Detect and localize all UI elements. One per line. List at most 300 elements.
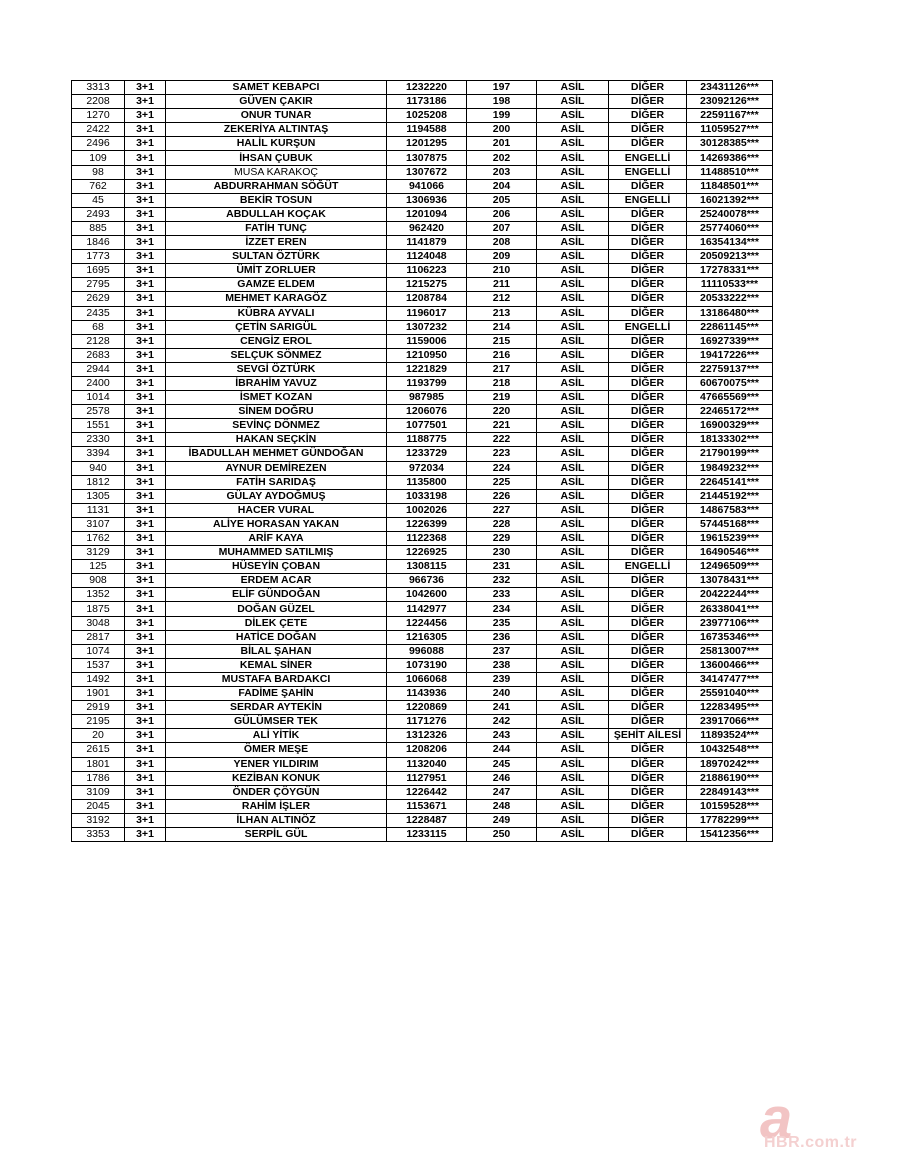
watermark-a-mark: a xyxy=(760,1086,791,1151)
cell-durum: ASİL xyxy=(537,362,609,376)
cell-ad-soyad: ÇETİN SARIGÜL xyxy=(166,320,387,334)
cell-tc-kimlik: 16490546*** xyxy=(687,546,773,560)
cell-kategori: ŞEHİT AİLESİ xyxy=(609,729,687,743)
cell-durum: ASİL xyxy=(537,771,609,785)
cell-oda-tipi: 3+1 xyxy=(125,701,166,715)
cell-kura-sira: 218 xyxy=(467,376,537,390)
cell-sira-no: 1492 xyxy=(72,672,125,686)
cell-kategori: DİĞER xyxy=(609,489,687,503)
cell-kura-sira: 223 xyxy=(467,447,537,461)
cell-ad-soyad: KEZİBAN KONUK xyxy=(166,771,387,785)
cell-durum: ASİL xyxy=(537,433,609,447)
cell-basvuru-no: 1215275 xyxy=(387,278,467,292)
cell-oda-tipi: 3+1 xyxy=(125,81,166,95)
cell-durum: ASİL xyxy=(537,306,609,320)
cell-kategori: DİĞER xyxy=(609,715,687,729)
cell-ad-soyad: ÖNDER ÇÖYGÜN xyxy=(166,785,387,799)
cell-tc-kimlik: 21790199*** xyxy=(687,447,773,461)
cell-durum: ASİL xyxy=(537,574,609,588)
cell-basvuru-no: 996088 xyxy=(387,644,467,658)
cell-durum: ASİL xyxy=(537,123,609,137)
cell-sira-no: 2496 xyxy=(72,137,125,151)
cell-kura-sira: 247 xyxy=(467,785,537,799)
cell-basvuru-no: 1307672 xyxy=(387,165,467,179)
cell-ad-soyad: HACER VURAL xyxy=(166,503,387,517)
cell-tc-kimlik: 20509213*** xyxy=(687,250,773,264)
cell-ad-soyad: SAMET KEBAPCI xyxy=(166,81,387,95)
cell-kategori: DİĞER xyxy=(609,517,687,531)
cell-kura-sira: 200 xyxy=(467,123,537,137)
cell-kategori: DİĞER xyxy=(609,701,687,715)
cell-ad-soyad: ARİF KAYA xyxy=(166,532,387,546)
cell-sira-no: 1352 xyxy=(72,588,125,602)
cell-ad-soyad: ÖMER MEŞE xyxy=(166,743,387,757)
cell-sira-no: 2493 xyxy=(72,207,125,221)
cell-ad-soyad: FADİME ŞAHİN xyxy=(166,687,387,701)
table-row xyxy=(72,503,773,517)
cell-ad-soyad: SELÇUK SÖNMEZ xyxy=(166,348,387,362)
cell-kategori: DİĞER xyxy=(609,771,687,785)
cell-durum: ASİL xyxy=(537,517,609,531)
table-row xyxy=(72,827,773,841)
cell-kura-sira: 203 xyxy=(467,165,537,179)
cell-basvuru-no: 1226925 xyxy=(387,546,467,560)
cell-sira-no: 885 xyxy=(72,221,125,235)
table-row xyxy=(72,672,773,686)
table-row xyxy=(72,630,773,644)
cell-durum: ASİL xyxy=(537,109,609,123)
cell-ad-soyad: İSMET KOZAN xyxy=(166,391,387,405)
cell-kura-sira: 209 xyxy=(467,250,537,264)
cell-ad-soyad: ALİYE HORASAN YAKAN xyxy=(166,517,387,531)
cell-durum: ASİL xyxy=(537,489,609,503)
cell-sira-no: 1014 xyxy=(72,391,125,405)
cell-kategori: DİĞER xyxy=(609,546,687,560)
cell-durum: ASİL xyxy=(537,419,609,433)
cell-basvuru-no: 1153671 xyxy=(387,799,467,813)
cell-kura-sira: 212 xyxy=(467,292,537,306)
cell-basvuru-no: 1224456 xyxy=(387,616,467,630)
cell-ad-soyad: SERPİL GÜL xyxy=(166,827,387,841)
cell-sira-no: 2400 xyxy=(72,376,125,390)
cell-tc-kimlik: 17278331*** xyxy=(687,264,773,278)
cell-sira-no: 2195 xyxy=(72,715,125,729)
cell-basvuru-no: 1188775 xyxy=(387,433,467,447)
table-row xyxy=(72,574,773,588)
cell-durum: ASİL xyxy=(537,532,609,546)
cell-ad-soyad: DİLEK ÇETE xyxy=(166,616,387,630)
cell-kura-sira: 205 xyxy=(467,193,537,207)
cell-sira-no: 2208 xyxy=(72,95,125,109)
table-row xyxy=(72,292,773,306)
cell-oda-tipi: 3+1 xyxy=(125,687,166,701)
cell-tc-kimlik: 16927339*** xyxy=(687,334,773,348)
cell-oda-tipi: 3+1 xyxy=(125,771,166,785)
cell-kura-sira: 230 xyxy=(467,546,537,560)
cell-basvuru-no: 1221829 xyxy=(387,362,467,376)
table-row xyxy=(72,616,773,630)
cell-kura-sira: 210 xyxy=(467,264,537,278)
cell-oda-tipi: 3+1 xyxy=(125,489,166,503)
cell-durum: ASİL xyxy=(537,179,609,193)
cell-oda-tipi: 3+1 xyxy=(125,616,166,630)
cell-kura-sira: 199 xyxy=(467,109,537,123)
cell-tc-kimlik: 57445168*** xyxy=(687,517,773,531)
cell-kategori: DİĞER xyxy=(609,602,687,616)
cell-sira-no: 1762 xyxy=(72,532,125,546)
cell-durum: ASİL xyxy=(537,701,609,715)
table-row xyxy=(72,419,773,433)
cell-durum: ASİL xyxy=(537,278,609,292)
table-row xyxy=(72,264,773,278)
cell-tc-kimlik: 25774060*** xyxy=(687,221,773,235)
cell-oda-tipi: 3+1 xyxy=(125,193,166,207)
cell-sira-no: 3109 xyxy=(72,785,125,799)
table-row xyxy=(72,461,773,475)
table-row xyxy=(72,362,773,376)
cell-basvuru-no: 1124048 xyxy=(387,250,467,264)
watermark-logo xyxy=(752,1086,897,1160)
cell-tc-kimlik: 12283495*** xyxy=(687,701,773,715)
cell-oda-tipi: 3+1 xyxy=(125,644,166,658)
cell-oda-tipi: 3+1 xyxy=(125,405,166,419)
cell-oda-tipi: 3+1 xyxy=(125,221,166,235)
cell-tc-kimlik: 25240078*** xyxy=(687,207,773,221)
cell-ad-soyad: DOĞAN GÜZEL xyxy=(166,602,387,616)
table-row xyxy=(72,602,773,616)
cell-basvuru-no: 1220869 xyxy=(387,701,467,715)
cell-tc-kimlik: 22591167*** xyxy=(687,109,773,123)
cell-kategori: DİĞER xyxy=(609,334,687,348)
cell-tc-kimlik: 22465172*** xyxy=(687,405,773,419)
cell-kategori: DİĞER xyxy=(609,419,687,433)
cell-oda-tipi: 3+1 xyxy=(125,785,166,799)
table-row xyxy=(72,81,773,95)
cell-kategori: DİĞER xyxy=(609,588,687,602)
cell-oda-tipi: 3+1 xyxy=(125,560,166,574)
cell-basvuru-no: 1312326 xyxy=(387,729,467,743)
cell-ad-soyad: CENGİZ EROL xyxy=(166,334,387,348)
cell-sira-no: 2944 xyxy=(72,362,125,376)
cell-ad-soyad: ERDEM ACAR xyxy=(166,574,387,588)
cell-ad-soyad: ÜMİT ZORLUER xyxy=(166,264,387,278)
cell-tc-kimlik: 22759137*** xyxy=(687,362,773,376)
cell-kura-sira: 244 xyxy=(467,743,537,757)
cell-kura-sira: 228 xyxy=(467,517,537,531)
cell-sira-no: 1551 xyxy=(72,419,125,433)
cell-kategori: DİĞER xyxy=(609,757,687,771)
cell-tc-kimlik: 13186480*** xyxy=(687,306,773,320)
cell-ad-soyad: ABDULLAH KOÇAK xyxy=(166,207,387,221)
cell-kura-sira: 238 xyxy=(467,658,537,672)
cell-ad-soyad: HAKAN SEÇKİN xyxy=(166,433,387,447)
cell-sira-no: 1801 xyxy=(72,757,125,771)
cell-sira-no: 2683 xyxy=(72,348,125,362)
cell-kura-sira: 239 xyxy=(467,672,537,686)
cell-basvuru-no: 1042600 xyxy=(387,588,467,602)
cell-ad-soyad: SEVGİ ÖZTÜRK xyxy=(166,362,387,376)
cell-durum: ASİL xyxy=(537,250,609,264)
cell-durum: ASİL xyxy=(537,757,609,771)
cell-tc-kimlik: 60670075*** xyxy=(687,376,773,390)
cell-kura-sira: 234 xyxy=(467,602,537,616)
cell-oda-tipi: 3+1 xyxy=(125,391,166,405)
cell-basvuru-no: 1307232 xyxy=(387,320,467,334)
cell-basvuru-no: 1141879 xyxy=(387,236,467,250)
cell-oda-tipi: 3+1 xyxy=(125,165,166,179)
cell-basvuru-no: 941066 xyxy=(387,179,467,193)
cell-sira-no: 3129 xyxy=(72,546,125,560)
cell-basvuru-no: 1132040 xyxy=(387,757,467,771)
watermark-text: HBR.com.tr xyxy=(764,1134,858,1151)
cell-durum: ASİL xyxy=(537,320,609,334)
cell-basvuru-no: 1127951 xyxy=(387,771,467,785)
cell-oda-tipi: 3+1 xyxy=(125,236,166,250)
results-table-body xyxy=(72,81,773,842)
table-row xyxy=(72,348,773,362)
results-table xyxy=(71,80,773,842)
cell-sira-no: 2435 xyxy=(72,306,125,320)
cell-basvuru-no: 1142977 xyxy=(387,602,467,616)
cell-ad-soyad: ZEKERİYA ALTINTAŞ xyxy=(166,123,387,137)
cell-tc-kimlik: 20533222*** xyxy=(687,292,773,306)
cell-basvuru-no: 962420 xyxy=(387,221,467,235)
cell-durum: ASİL xyxy=(537,236,609,250)
cell-durum: ASİL xyxy=(537,207,609,221)
cell-tc-kimlik: 10432548*** xyxy=(687,743,773,757)
cell-tc-kimlik: 22861145*** xyxy=(687,320,773,334)
cell-kategori: DİĞER xyxy=(609,461,687,475)
cell-kategori: DİĞER xyxy=(609,672,687,686)
cell-kategori: DİĞER xyxy=(609,362,687,376)
cell-basvuru-no: 1226442 xyxy=(387,785,467,799)
cell-ad-soyad: MEHMET KARAGÖZ xyxy=(166,292,387,306)
cell-ad-soyad: SULTAN ÖZTÜRK xyxy=(166,250,387,264)
cell-sira-no: 68 xyxy=(72,320,125,334)
cell-oda-tipi: 3+1 xyxy=(125,278,166,292)
cell-kategori: DİĞER xyxy=(609,785,687,799)
cell-sira-no: 2422 xyxy=(72,123,125,137)
cell-kategori: ENGELLİ xyxy=(609,165,687,179)
cell-basvuru-no: 1173186 xyxy=(387,95,467,109)
cell-sira-no: 1812 xyxy=(72,475,125,489)
table-row xyxy=(72,813,773,827)
cell-tc-kimlik: 16021392*** xyxy=(687,193,773,207)
cell-tc-kimlik: 14867583*** xyxy=(687,503,773,517)
cell-tc-kimlik: 19615239*** xyxy=(687,532,773,546)
cell-tc-kimlik: 23431126*** xyxy=(687,81,773,95)
cell-durum: ASİL xyxy=(537,221,609,235)
cell-kura-sira: 225 xyxy=(467,475,537,489)
cell-kategori: DİĞER xyxy=(609,95,687,109)
cell-basvuru-no: 1193799 xyxy=(387,376,467,390)
cell-kura-sira: 197 xyxy=(467,81,537,95)
cell-kura-sira: 222 xyxy=(467,433,537,447)
cell-tc-kimlik: 30128385*** xyxy=(687,137,773,151)
cell-kategori: DİĞER xyxy=(609,123,687,137)
cell-durum: ASİL xyxy=(537,687,609,701)
cell-tc-kimlik: 11848501*** xyxy=(687,179,773,193)
cell-oda-tipi: 3+1 xyxy=(125,334,166,348)
cell-kategori: DİĞER xyxy=(609,658,687,672)
cell-basvuru-no: 1171276 xyxy=(387,715,467,729)
cell-oda-tipi: 3+1 xyxy=(125,475,166,489)
cell-kategori: DİĞER xyxy=(609,278,687,292)
cell-durum: ASİL xyxy=(537,475,609,489)
cell-sira-no: 1270 xyxy=(72,109,125,123)
cell-sira-no: 2128 xyxy=(72,334,125,348)
cell-durum: ASİL xyxy=(537,447,609,461)
cell-kategori: DİĞER xyxy=(609,292,687,306)
cell-kategori: DİĞER xyxy=(609,433,687,447)
cell-basvuru-no: 966736 xyxy=(387,574,467,588)
cell-oda-tipi: 3+1 xyxy=(125,320,166,334)
cell-tc-kimlik: 12496509*** xyxy=(687,560,773,574)
cell-tc-kimlik: 25813007*** xyxy=(687,644,773,658)
cell-kura-sira: 227 xyxy=(467,503,537,517)
cell-ad-soyad: BİLAL ŞAHAN xyxy=(166,644,387,658)
cell-tc-kimlik: 18133302*** xyxy=(687,433,773,447)
cell-basvuru-no: 1206076 xyxy=(387,405,467,419)
cell-kura-sira: 249 xyxy=(467,813,537,827)
cell-kura-sira: 211 xyxy=(467,278,537,292)
cell-basvuru-no: 1226399 xyxy=(387,517,467,531)
cell-durum: ASİL xyxy=(537,503,609,517)
cell-durum: ASİL xyxy=(537,715,609,729)
cell-tc-kimlik: 10159528*** xyxy=(687,799,773,813)
cell-basvuru-no: 1308115 xyxy=(387,560,467,574)
cell-kura-sira: 232 xyxy=(467,574,537,588)
cell-tc-kimlik: 13600466*** xyxy=(687,658,773,672)
cell-oda-tipi: 3+1 xyxy=(125,362,166,376)
cell-kura-sira: 241 xyxy=(467,701,537,715)
cell-ad-soyad: FATİH TUNÇ xyxy=(166,221,387,235)
cell-ad-soyad: ABDURRAHMAN SÖĞÜT xyxy=(166,179,387,193)
cell-kategori: DİĞER xyxy=(609,799,687,813)
cell-basvuru-no: 1201295 xyxy=(387,137,467,151)
table-row xyxy=(72,137,773,151)
cell-kura-sira: 243 xyxy=(467,729,537,743)
cell-tc-kimlik: 22645141*** xyxy=(687,475,773,489)
cell-sira-no: 20 xyxy=(72,729,125,743)
cell-oda-tipi: 3+1 xyxy=(125,250,166,264)
table-row xyxy=(72,644,773,658)
cell-sira-no: 1875 xyxy=(72,602,125,616)
table-row xyxy=(72,560,773,574)
cell-ad-soyad: MUHAMMED SATILMIŞ xyxy=(166,546,387,560)
cell-kura-sira: 198 xyxy=(467,95,537,109)
cell-kategori: DİĞER xyxy=(609,687,687,701)
cell-oda-tipi: 3+1 xyxy=(125,546,166,560)
cell-tc-kimlik: 19849232*** xyxy=(687,461,773,475)
cell-kategori: DİĞER xyxy=(609,447,687,461)
cell-kura-sira: 224 xyxy=(467,461,537,475)
cell-kategori: DİĞER xyxy=(609,475,687,489)
cell-durum: ASİL xyxy=(537,546,609,560)
cell-kura-sira: 202 xyxy=(467,151,537,165)
table-row xyxy=(72,236,773,250)
cell-tc-kimlik: 16900329*** xyxy=(687,419,773,433)
cell-oda-tipi: 3+1 xyxy=(125,264,166,278)
table-row xyxy=(72,391,773,405)
cell-sira-no: 908 xyxy=(72,574,125,588)
cell-ad-soyad: GÜLÜMSER TEK xyxy=(166,715,387,729)
cell-sira-no: 3353 xyxy=(72,827,125,841)
cell-durum: ASİL xyxy=(537,334,609,348)
cell-kategori: DİĞER xyxy=(609,405,687,419)
cell-tc-kimlik: 26338041*** xyxy=(687,602,773,616)
cell-durum: ASİL xyxy=(537,137,609,151)
cell-oda-tipi: 3+1 xyxy=(125,348,166,362)
cell-oda-tipi: 3+1 xyxy=(125,123,166,137)
cell-ad-soyad: KÜBRA AYVALI xyxy=(166,306,387,320)
cell-kategori: DİĞER xyxy=(609,306,687,320)
cell-kategori: DİĞER xyxy=(609,574,687,588)
cell-oda-tipi: 3+1 xyxy=(125,602,166,616)
cell-ad-soyad: SİNEM DOĞRU xyxy=(166,405,387,419)
cell-sira-no: 3048 xyxy=(72,616,125,630)
cell-ad-soyad: AYNUR DEMİREZEN xyxy=(166,461,387,475)
cell-oda-tipi: 3+1 xyxy=(125,419,166,433)
cell-kategori: DİĞER xyxy=(609,81,687,95)
cell-oda-tipi: 3+1 xyxy=(125,743,166,757)
cell-oda-tipi: 3+1 xyxy=(125,137,166,151)
cell-durum: ASİL xyxy=(537,672,609,686)
cell-kategori: ENGELLİ xyxy=(609,560,687,574)
cell-basvuru-no: 1307875 xyxy=(387,151,467,165)
cell-durum: ASİL xyxy=(537,193,609,207)
cell-oda-tipi: 3+1 xyxy=(125,447,166,461)
cell-tc-kimlik: 16354134*** xyxy=(687,236,773,250)
cell-ad-soyad: SEVİNÇ DÖNMEZ xyxy=(166,419,387,433)
cell-basvuru-no: 1122368 xyxy=(387,532,467,546)
cell-kura-sira: 236 xyxy=(467,630,537,644)
cell-tc-kimlik: 11110533*** xyxy=(687,278,773,292)
cell-basvuru-no: 1208784 xyxy=(387,292,467,306)
cell-kura-sira: 231 xyxy=(467,560,537,574)
cell-oda-tipi: 3+1 xyxy=(125,207,166,221)
cell-durum: ASİL xyxy=(537,560,609,574)
cell-durum: ASİL xyxy=(537,658,609,672)
cell-kura-sira: 204 xyxy=(467,179,537,193)
table-row xyxy=(72,701,773,715)
cell-basvuru-no: 1135800 xyxy=(387,475,467,489)
cell-oda-tipi: 3+1 xyxy=(125,813,166,827)
cell-kategori: DİĞER xyxy=(609,503,687,517)
cell-durum: ASİL xyxy=(537,743,609,757)
table-row xyxy=(72,715,773,729)
cell-basvuru-no: 987985 xyxy=(387,391,467,405)
cell-tc-kimlik: 18970242*** xyxy=(687,757,773,771)
cell-durum: ASİL xyxy=(537,81,609,95)
cell-basvuru-no: 1208206 xyxy=(387,743,467,757)
cell-ad-soyad: İBADULLAH MEHMET GÜNDOĞAN xyxy=(166,447,387,461)
cell-ad-soyad: İHSAN ÇUBUK xyxy=(166,151,387,165)
cell-oda-tipi: 3+1 xyxy=(125,630,166,644)
cell-ad-soyad: KEMAL SİNER xyxy=(166,658,387,672)
cell-kura-sira: 226 xyxy=(467,489,537,503)
cell-oda-tipi: 3+1 xyxy=(125,461,166,475)
cell-kategori: DİĞER xyxy=(609,630,687,644)
cell-ad-soyad: HÜSEYİN ÇOBAN xyxy=(166,560,387,574)
table-row xyxy=(72,729,773,743)
cell-kategori: DİĞER xyxy=(609,743,687,757)
cell-oda-tipi: 3+1 xyxy=(125,799,166,813)
cell-ad-soyad: YENER YILDIRIM xyxy=(166,757,387,771)
cell-oda-tipi: 3+1 xyxy=(125,151,166,165)
cell-oda-tipi: 3+1 xyxy=(125,109,166,123)
cell-ad-soyad: İBRAHİM YAVUZ xyxy=(166,376,387,390)
